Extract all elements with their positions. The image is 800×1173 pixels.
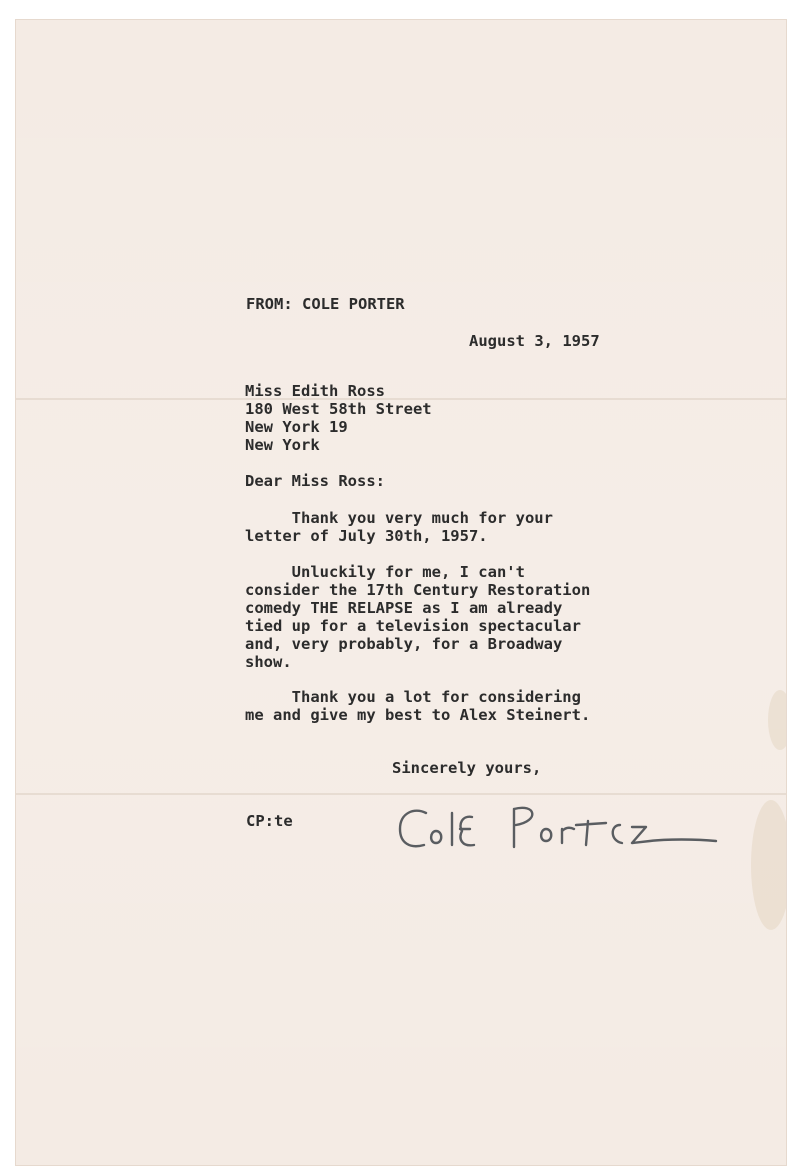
letter-sheet [16,20,786,1165]
paragraph-line: Unluckily for me, I can't [245,563,525,581]
paragraph-line: letter of July 30th, 1957. [245,527,488,545]
address-line: New York 19 [245,418,348,436]
closing: Sincerely yours, [392,759,542,777]
paragraph-line: consider the 17th Century Restoration [245,581,591,599]
from-line: FROM: COLE PORTER [246,295,405,313]
salutation: Dear Miss Ross: [245,472,385,490]
address-line: New York [245,436,320,454]
letter-date: August 3, 1957 [469,332,600,350]
paragraph-line: show. [245,653,292,671]
paragraph-line: Thank you a lot for considering [245,688,581,706]
paragraph-line: me and give my best to Alex Steinert. [245,706,591,724]
paper-stain-small [768,690,786,750]
address-line: 180 West 58th Street [245,400,432,418]
paragraph-line: and, very probably, for a Broadway [245,635,563,653]
typist-initials: CP:te [246,812,293,830]
handwritten-signature [396,795,726,865]
paper-stain [751,800,786,930]
address-line: Miss Edith Ross [245,382,385,400]
paragraph-line: comedy THE RELAPSE as I am already [245,599,563,617]
paragraph-line: tied up for a television spectacular [245,617,581,635]
paragraph-line: Thank you very much for your [245,509,553,527]
